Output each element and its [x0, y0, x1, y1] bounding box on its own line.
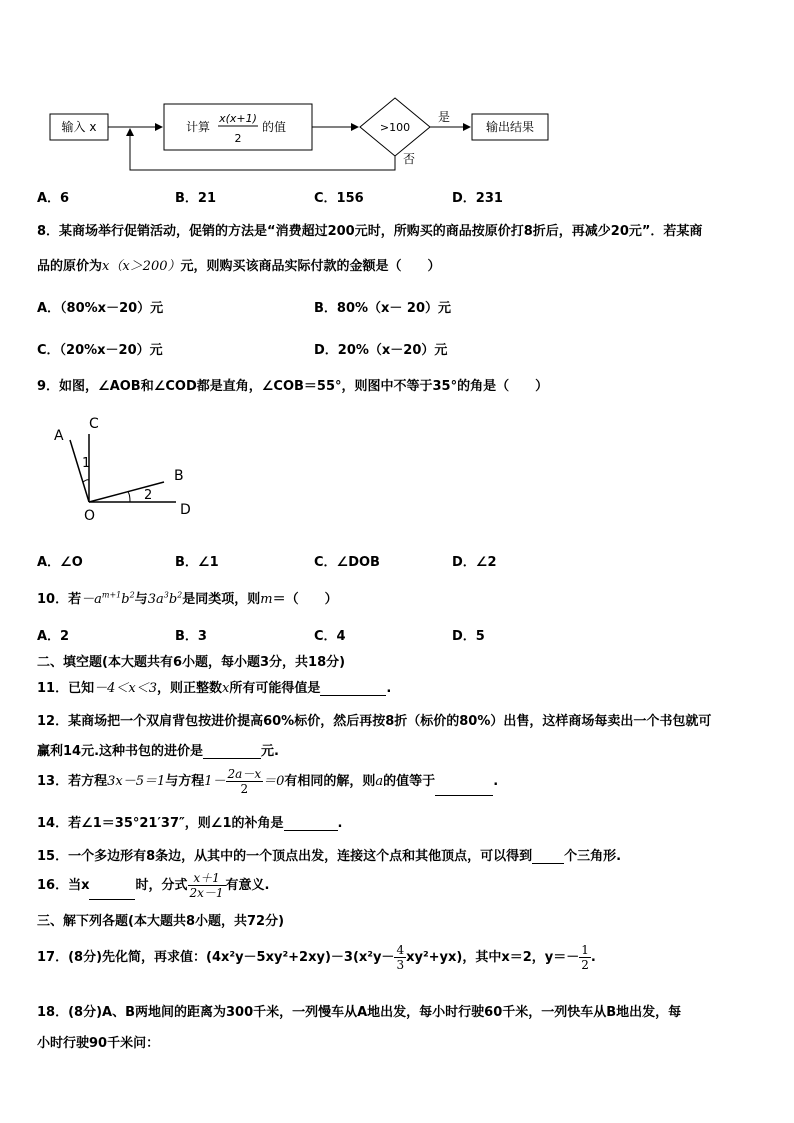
- q10-option-c: C．4: [314, 629, 346, 644]
- q9-angle-figure: [40, 410, 210, 525]
- q10-stem-c: ＝（ ）: [272, 592, 338, 607]
- q8-option-c: C．（20%x－20）元: [37, 343, 163, 358]
- q7-option-b: B．21: [175, 191, 216, 206]
- q9-label-b: B: [174, 468, 184, 484]
- q8-line2-a: 品的原价为: [37, 259, 103, 274]
- q18-line2: 小时行驶90千米问：: [37, 1036, 160, 1051]
- q10-option-a: A．2: [37, 629, 70, 644]
- flow-compute-num: x(x+1): [219, 112, 257, 125]
- q12-line2: 赢利14元.这种书包的进价是 元.: [37, 744, 279, 759]
- section-3-heading: 三、解下列各题(本大题共8小题，共72分): [37, 914, 285, 929]
- q10-stem-b: 是同类项，则: [182, 592, 261, 607]
- q15-answer-blank[interactable]: [532, 851, 564, 864]
- flow-compute-den: 2: [234, 132, 242, 145]
- section-2-heading: 二、填空题(本大题共有6小题，每小题3分，共18分): [37, 655, 346, 670]
- flow-input-text: 输入 x: [61, 120, 97, 134]
- q10-term1: $-a^{m+1}b^2$: [81, 590, 135, 607]
- flow-output-text: 输出结果: [485, 120, 535, 134]
- flow-yes-label: 是: [438, 110, 451, 124]
- flow-condition-text: >100: [379, 121, 411, 134]
- q11-answer-blank[interactable]: [320, 683, 386, 696]
- q9-option-d: D．∠2: [452, 555, 497, 570]
- flowchart: [0, 90, 794, 180]
- q8-option-b: B．80%（x－ 20）元: [314, 301, 452, 316]
- q11: 11．已知－4＜x＜3，则正整数x所有可能得值是 .: [37, 681, 392, 696]
- q7-option-d: D．231: [452, 191, 503, 206]
- q7-option-a: A．6: [37, 191, 70, 206]
- q9-label-c: C: [89, 416, 99, 432]
- q14: 14．若∠1＝35°21′37″，则∠1的补角是 .: [37, 816, 343, 831]
- flow-no-label: 否: [403, 152, 416, 166]
- q10-term2: $3a^3b^2$: [147, 590, 183, 607]
- flow-compute-suffix: 的值: [262, 120, 287, 134]
- q16: 16．当x 时，分式 $\frac{x+1}{2x-1}$ 有意义.: [37, 871, 270, 900]
- q18-line1: 18．(8分)A、B两地间的距离为300千米，一列慢车从A地出发，每小时行驶60千米，一列快车从B地出发，每: [37, 1005, 682, 1020]
- q17: 17．(8分)先化简，再求值：(4x²y－5xy²+2xy)－3(x²y－ $\frac{4}{3}$ xy²+yx)，其中x＝2，y＝－ $\frac{1}{2}$ .: [37, 943, 596, 972]
- q10-mid: 与: [134, 592, 148, 607]
- q10-option-b: B．3: [175, 629, 207, 644]
- q17-fraction: $\frac{4}{3}$: [396, 943, 405, 972]
- q10-option-d: D．5: [452, 629, 485, 644]
- q7-option-c: C．156: [314, 191, 364, 206]
- q9-option-a: A．∠O: [37, 555, 83, 570]
- q17-y-fraction: $\frac{1}{2}$: [581, 943, 589, 972]
- q9-label-1: 1: [82, 456, 91, 471]
- q12-line1: 12．某商场把一个双肩背包按进价提高60%标价，然后再按8折（标价的80%）出售，这样商场每卖出一个书包就可: [37, 714, 712, 729]
- q9-stem: 9．如图，∠AOB和∠COD都是直角，∠COB＝55°，则图中不等于35°的角是（ ）: [37, 379, 549, 394]
- q10-stem-a: 10．若: [37, 592, 82, 607]
- q13-answer-blank[interactable]: [435, 783, 493, 796]
- q8-line2: [37, 255, 441, 274]
- q9-label-2: 2: [144, 488, 153, 503]
- q13-fraction: $\frac{2a-x}{2}$: [227, 767, 262, 796]
- q8-option-a: A．（80%x－20）元: [37, 301, 164, 316]
- q8-option-d: D．20%（x－20）元: [314, 343, 448, 358]
- q10-var: m: [260, 592, 273, 607]
- q8-line2-math: x（x＞200）: [102, 259, 181, 274]
- flow-compute-prefix: 计算: [186, 120, 211, 134]
- q15: 15．一个多边形有8条边，从其中的一个顶点出发，连接这个点和其他顶点，可以得到 个三角形.: [37, 849, 622, 864]
- q16-fraction: $\frac{x+1}{2x-1}$: [189, 871, 224, 900]
- q14-answer-blank[interactable]: [284, 818, 338, 831]
- q9-option-c: C．∠DOB: [314, 555, 380, 570]
- q9-label-d: D: [180, 502, 191, 518]
- q10-stem: [37, 588, 338, 607]
- q9-label-o: O: [84, 508, 96, 524]
- q12-answer-blank[interactable]: [203, 746, 261, 759]
- q9-option-b: B．∠1: [175, 555, 219, 570]
- q9-label-a: A: [54, 428, 64, 444]
- q13: 13．若方程3x－5＝1与方程1－ $\frac{2a-x}{2}$ ＝0有相同的解，则a的值等于 .: [37, 767, 499, 796]
- q16-answer-blank[interactable]: [89, 887, 135, 900]
- q8-line2-b: 元，则购买该商品实际付款的金额是（ ）: [180, 259, 441, 274]
- q8-line1: 8．某商场举行促销活动，促销的方法是“消费超过200元时，所购买的商品按原价打8折后，再减少20元”．若某商: [37, 224, 703, 239]
